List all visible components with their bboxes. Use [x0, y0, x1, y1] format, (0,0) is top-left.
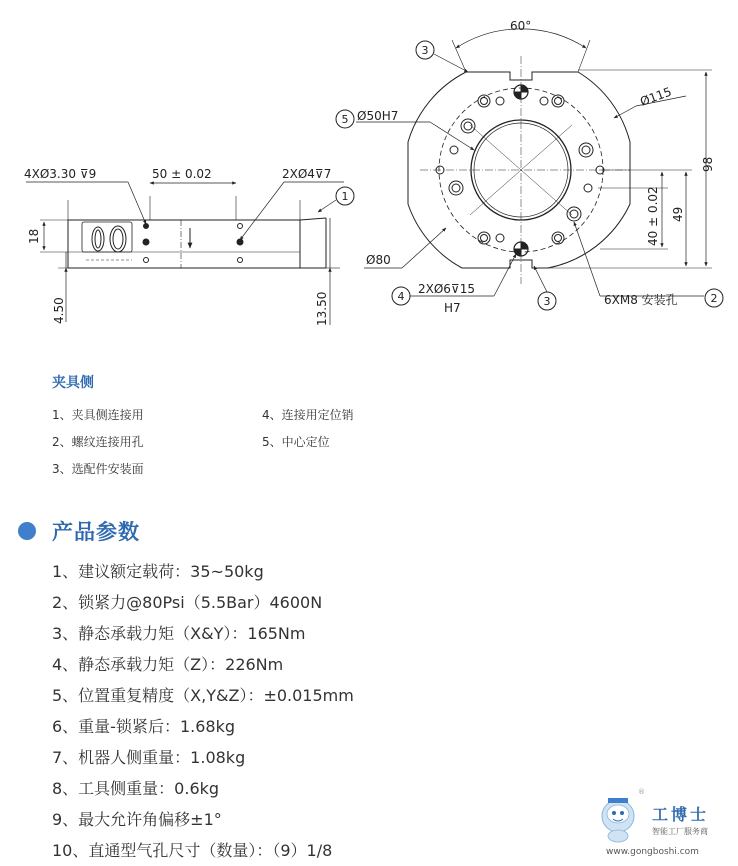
side-view	[26, 182, 354, 325]
logo-registered: ®	[638, 788, 645, 796]
dim-angle: 60°	[510, 19, 532, 33]
logo-name: 工博士	[652, 805, 710, 824]
param-item-7: 7、机器人侧重量：1.08kg	[52, 748, 246, 767]
param-item-2: 2、锁紧力@80Psi（5.5Bar）4600N	[52, 593, 323, 612]
param-item-9: 9、最大允许角偏移±1°	[52, 810, 222, 829]
param-item-6: 6、重量-锁紧后：1.68kg	[52, 717, 236, 736]
dim-holes: 4XØ3.30 ⊽9	[24, 167, 97, 181]
side-body-outline	[68, 220, 300, 268]
dim-80: Ø80	[366, 253, 391, 267]
brand-logo	[598, 786, 734, 860]
section-title: 夹具侧	[52, 375, 94, 391]
legend-item-4: 4、连接用定位销	[262, 408, 354, 422]
callout-1-label: 1	[341, 190, 349, 203]
dim-49: 49	[671, 206, 685, 222]
legend-item-3: 3、选配件安装面	[52, 462, 144, 476]
legend-item-2: 2、螺纹连接用孔	[52, 435, 144, 449]
dim-6xm8: 6XM8 安装孔	[604, 293, 678, 307]
callout-3-top-label: 3	[421, 44, 429, 57]
callout-3-bottom-label: 3	[543, 295, 551, 308]
dim-98: 98	[701, 156, 715, 172]
logo-url: www.gongboshi.com	[606, 847, 699, 857]
param-item-8: 8、工具侧重量：0.6kg	[52, 779, 220, 798]
param-item-1: 1、建议额定载荷：35~50kg	[52, 562, 264, 581]
callout-5-label: 5	[341, 113, 349, 126]
technical-drawing	[0, 0, 738, 340]
callout-2-label: 2	[710, 292, 718, 305]
param-item-4: 4、静态承载力矩（Z）：226Nm	[52, 655, 284, 674]
dim-40: 40 ± 0.02	[646, 186, 660, 246]
dim-50h7: Ø50H7	[357, 109, 399, 123]
dim-4-50: 4.50	[52, 297, 66, 324]
legend-item-1: 1、夹具侧连接用	[52, 408, 144, 422]
params-header	[18, 516, 140, 546]
robot-mascot-icon	[602, 798, 634, 842]
logo-tagline: 智能工厂服务商	[652, 827, 708, 836]
dim-width: 50 ± 0.02	[152, 167, 212, 181]
bullet-dot-icon	[18, 522, 36, 540]
dim-height-18: 18	[27, 228, 41, 244]
dim-115: Ø115	[638, 84, 674, 109]
dim-h7: H7	[444, 301, 461, 315]
legend-item-5: 5、中心定位	[262, 435, 330, 449]
callout-4-label: 4	[397, 290, 405, 303]
param-item-3: 3、静态承载力矩（X&Y）：165Nm	[52, 624, 306, 643]
front-view	[336, 29, 723, 310]
params-title: 产品参数	[52, 520, 140, 544]
param-item-10: 10、直通型气孔尺寸（数量）：（9）1/8	[52, 841, 333, 860]
dim-pin-holes: 2XØ4⊽7	[282, 167, 332, 181]
param-item-5: 5、位置重复精度（X,Y&Z）：±0.015mm	[52, 686, 354, 705]
dim-13-50: 13.50	[315, 291, 329, 326]
dim-2x6: 2XØ6⊽15	[418, 282, 475, 296]
front-view-labels	[342, 19, 718, 315]
